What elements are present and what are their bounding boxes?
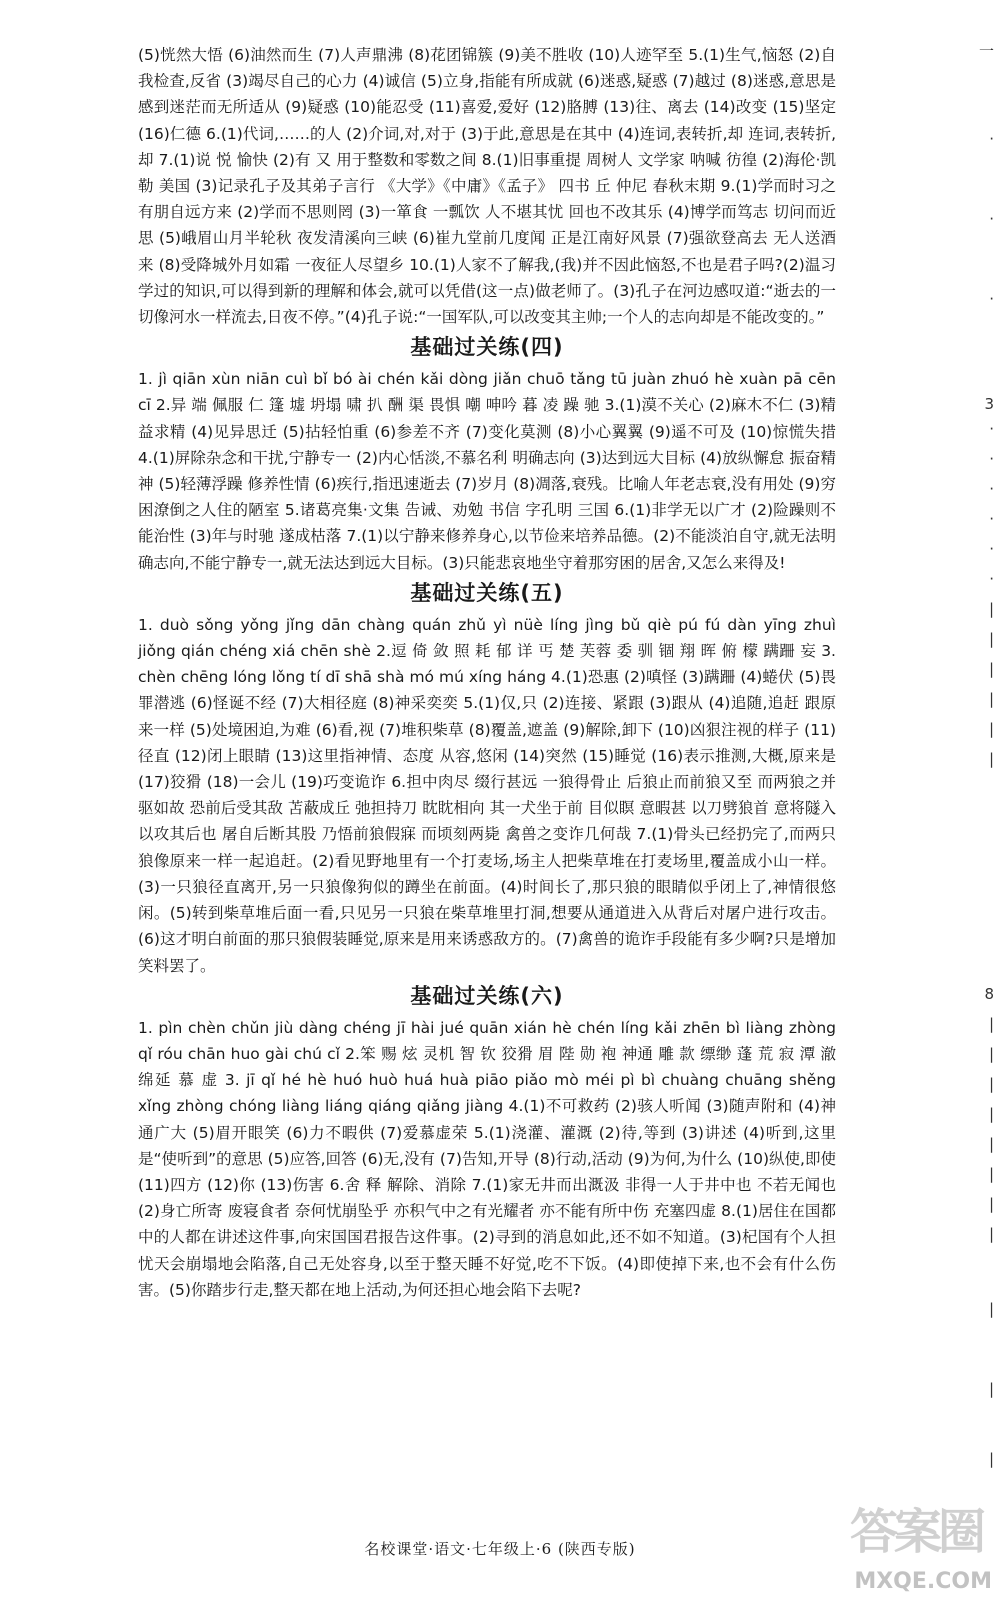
- edge-glyph: 3: [984, 395, 994, 413]
- edge-glyph: ·: [989, 480, 994, 498]
- edge-glyph: 一: [978, 42, 994, 60]
- edge-glyph: |: [988, 660, 994, 678]
- edge-glyph: |: [988, 1450, 994, 1468]
- edge-glyph: |: [988, 600, 994, 618]
- edge-glyph: ·: [989, 420, 994, 438]
- edge-glyph: |: [988, 1195, 994, 1213]
- section-6-answers: 1. pìn chèn chǔn jiù dàng chéng jī hài jué quān xián hè chén líng kǎi zhēn bì liàng zhòng qǐ róu chān huo gài chú cǐ 2.笨 赐 炫 灵机 智 钦 狡猾 眉 陛 勋 袍 神通 雕 款 缥缈 蓬 荒 寂 潭 澈 绵延 慕 虚 3. jī qǐ hé hè huó huò huá huà piāo piǎo mò méi pì bì chuàng chuāng shěng xǐng zhòng chóng liàng liáng qiáng qiǎng jiàng 4.(1)不可救药 (2)骇人听闻 (3)随声附和 (4)神通广大 (5)眉开眼笑 (6)力不暇供 (7)爱慕虚荣 5.(1)浇灌、灌溉 (2)待,等到 (3)讲述 (4)听到,这里是“使听到”的意思 (5)应答,回答 (6)无,没有 (7)告知,开导 (8)行动,活动 (9)为何,为什么 (10)纵使,即使 (11)四方 (12)你 (13)伤害 6.舍 释 解除、消除 7.(1)家无井而出溉汲 非得一人于井中也 不若无闻也 (2)身亡所寄 废寝食者 奈何忧崩坠乎 亦积气中之有光耀者 亦不能有所中伤 充塞四虚 8.(1)居住在国都中的人都在讲述这件事,向宋国国君报告这件事。(2)寻到的消息如此,还不如不知道。(3)杞国有个人担忧天会崩塌地会陷落,自己无处容身,以至于整天睡不好觉,吃不下饭。(4)即使掉下来,也不会有什么伤害。(5)你踏步行走,整天都在地上活动,为何还担心地会陷下去呢?: [138, 1018, 841, 1299]
- edge-glyph: |: [988, 1045, 994, 1063]
- edge-glyph: |: [988, 750, 994, 768]
- answers-continued: (5)恍然大悟 (6)油然而生 (7)人声鼎沸 (8)花团锦簇 (9)美不胜收 (10)人迹罕至 5.(1)生气,恼怒 (2)自我检查,反省 (3)竭尽自己的心力 (4)诚信 (5)立身,指能有所成就 (6)迷惑,疑惑 (7)越过 (8)迷惑,意思是感到迷茫而无所适从 (9)疑惑 (10)能忍受 (11)喜爱,爱好 (12)胳膊 (13)往、离去 (14)改变 (15)坚定 (16)仁德 6.(1)代词,……的人 (2)介词,对,对于 (3)于此,意思是在其中 (4)连词,表转折,却 连词,表转折,却 7.(1)说 悦 愉快 (2)有 又 用于整数和零数之间 8.(1)旧事重提 周树人 文学家 呐喊 彷徨 (2)海伦·凯勒 美国 (3)记录孔子及其弟子言行 《大学》《中庸》《孟子》 四书 丘 仲尼 春秋末期 9.(1)学而时习之 有朋自远方来 (2)学而不思则罔 (3)一箪食 一瓢饮 人不堪其忧 回也不改其乐 (4)博学而笃志 切问而近思 (5)峨眉山月半轮秋 夜发清溪向三峡 (6)崔九堂前几度闻 正是江南好风景 (7)强欲登高去 无人送酒来 (8)受降城外月如霜 一夜征人尽望乡 10.(1)人家不了解我,(我)并不因此恼怒,不也是君子吗?(2)温习学过的知识,可以得到新的理解和体会,就可以凭借(这一点)做老师了。(3)孔子在河边感叹道:“逝去的一切像河水一样流去,日夜不停。”(4)孔子说:“一国军队,可以改变其主帅;一个人的志向却是不能改变的。”: [138, 46, 841, 327]
- edge-glyph: |: [988, 1380, 994, 1398]
- edge-glyph: ·: [989, 570, 994, 588]
- edge-glyph: ·: [989, 130, 994, 148]
- watermark-url: MXQE.COM: [854, 1569, 992, 1594]
- section-title-4: 基础过关练(四): [410, 335, 564, 360]
- edge-glyph: |: [988, 1300, 994, 1318]
- edge-glyph: |: [988, 1135, 994, 1153]
- edge-glyph: |: [988, 1075, 994, 1093]
- section-4-answers: 1. jì qiān xùn niān cuì bǐ bó ài chén kǎi dòng jiǎn chuō tǎng tū juàn zhuó hè xuàn pā cēn cī 2.异 端 佩服 仁 篷 墟 坍塌 啸 扒 酬 渠 畏惧 嘲 呻吟 暮 凌 躁 驰 3.(1)漠不关心 (2)麻木不仁 (3)精益求精 (4)见异思迁 (5)拈轻怕重 (6)参差不齐 (7)变化莫测 (8)小心翼翼 (9)遥不可及 (10)惊慌失措 4.(1)屏除杂念和干扰,宁静专一 (2)内心恬淡,不慕名利 明确志向 (3)达到远大目标 (4)放纵懈怠 振奋精神 (5)轻薄浮躁 修养性情 (6)疾行,指迅速逝去 (7)岁月 (8)凋落,衰残。比喻人年老志衰,没有用处 (9)穷困潦倒之人住的陋室 5.诸葛亮集·文集 告诫、劝勉 书信 字孔明 三国 6.(1)非学无以广才 (2)险躁则不能治性 (3)年与时驰 遂成枯落 7.(1)以宁静来修养身心,以节俭来培养品德。(2)不能淡泊自守,就无法明确志向,不能宁静专一,就无法达到远大目标。(3)只能悲哀地坐守着那穷困的居舍,又怎么来得及!: [138, 370, 841, 572]
- edge-glyph: ·: [989, 540, 994, 558]
- edge-glyph: 8: [984, 985, 994, 1003]
- edge-glyph: |: [988, 1225, 994, 1243]
- edge-glyph: |: [988, 1105, 994, 1123]
- section-title-6: 基础过关练(六): [410, 983, 564, 1008]
- watermark-logo: 答案圈: [850, 1504, 983, 1560]
- page-footer: 名校课堂·语文·七年级上·6 (陕西专版): [364, 1540, 636, 1558]
- edge-glyph: |: [988, 690, 994, 708]
- edge-glyph: |: [988, 720, 994, 738]
- site-watermark: [850, 1500, 1000, 1600]
- edge-glyph: ·: [989, 290, 994, 308]
- section-title-5: 基础过关练(五): [410, 580, 564, 605]
- edge-glyph: ·: [989, 510, 994, 528]
- edge-glyph: ·: [989, 210, 994, 228]
- bleed-through-edge: [970, 0, 1000, 1600]
- edge-glyph: |: [988, 630, 994, 648]
- section-5-answers: 1. duò sǒng yǒng jǐng dān chàng quán zhǔ yì nüè líng jìng bǔ qiè pú fú dàn yīng zhuì jiǒng qián chéng xiá chēn shè 2.逗 倚 敛 照 耗 郁 详 丐 楚 芙蓉 委 驯 锢 翔 晖 俯 檬 蹒跚 妄 3. chèn chēng lóng lǒng tí dī shā shà mó mú xíng háng 4.(1)恐惠 (2)嗔怪 (3)蹒跚 (4)蜷伏 (5)畏罪潜逃 (6)怪诞不经 (7)大相径庭 (8)神采奕奕 5.(1)仅,只 (2)连接、紧跟 (3)跟从 (4)追随,追赶 跟原来一样 (5)处境困迫,为难 (6)看,视 (7)堆积柴草 (8)覆盖,遮盖 (9)解除,卸下 (10)凶狠注视的样子 (11)径直 (12)闭上眼睛 (13)这里指神情、态度 从容,悠闲 (14)突然 (15)睡觉 (16)表示推测,大概,原来是 (17)狡猾 (18)一会儿 (19)巧变诡诈 6.担中肉尽 缀行甚远 一狼得骨止 后狼止而前狼又至 而两狼之并驱如故 恐前后受其敌 苫蔽成丘 弛担持刀 眈眈相向 其一犬坐于前 目似瞑 意暇甚 以刀劈狼首 意将隧入以攻其后也 屠自后断其股 乃悟前狼假寐 而顷刻两毙 禽兽之变诈几何哉 7.(1)骨头已经扔完了,而两只狼像原来一样一起追赶。(2)看见野地里有一个打麦场,场主人把柴草堆在打麦场里,覆盖成小山一样。(3)一只狼径直离开,另一只狼像狗似的蹲坐在前面。(4)时间长了,那只狼的眼睛似乎闭上了,神情很悠闲。(5)转到柴草堆后面一看,只见另一只狼在柴草堆里打洞,想要从通道进入从背后对屠户进行攻击。(6)这才明白前面的那只狼假装睡觉,原来是用来诱惑敌方的。(7)禽兽的诡诈手段能有多少啊?只是增加笑料罢了。: [138, 615, 841, 975]
- edge-glyph: |: [988, 1015, 994, 1033]
- answer-column: [138, 42, 841, 1303]
- edge-glyph: ·: [989, 450, 994, 468]
- edge-glyph: |: [988, 1165, 994, 1183]
